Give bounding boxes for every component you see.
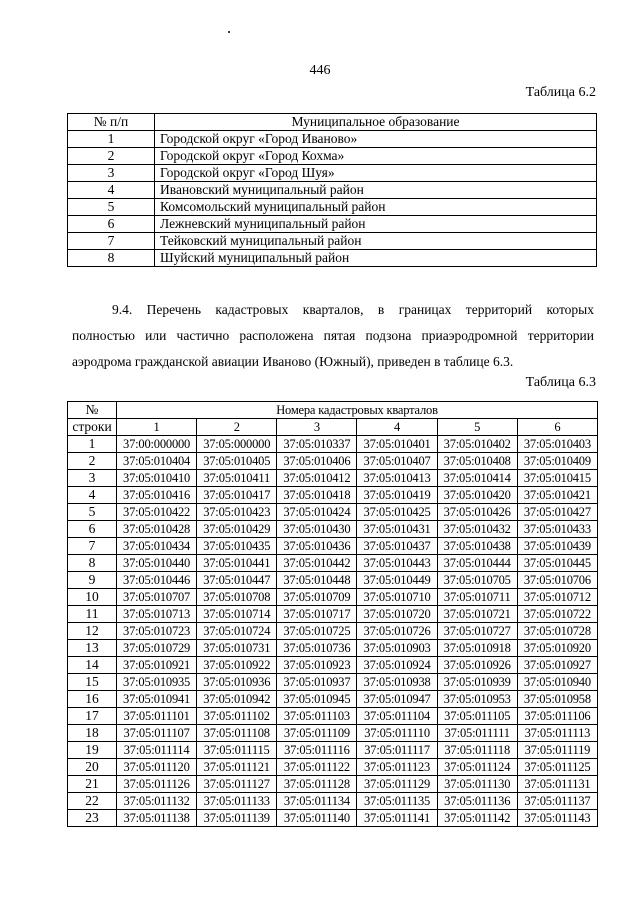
cadastral-number-cell: 37:05:010712 [517,589,597,606]
table-row [68,691,598,708]
row-number-cell: 7 [68,538,117,555]
cadastral-number-cell: 37:05:010417 [197,487,277,504]
row-number-cell: 6 [68,216,155,233]
municipality-cell: Ивановский муниципальный район [155,182,597,199]
cadastral-number-cell: 37:05:010429 [197,521,277,538]
table-row [68,674,598,691]
row-number-cell: 19 [68,742,117,759]
cadastral-number-cell: 37:05:010423 [197,504,277,521]
table-header-row [68,114,597,131]
cadastral-number-cell: 37:05:010426 [437,504,517,521]
row-number-cell: 2 [68,148,155,165]
cadastral-number-cell: 37:05:010939 [437,674,517,691]
cadastral-number-cell: 37:05:011140 [277,810,357,827]
cadastral-number-cell: 37:05:010940 [517,674,597,691]
cadastral-number-cell: 37:05:011108 [197,725,277,742]
table-row [68,165,597,182]
cadastral-number-cell: 37:05:010432 [437,521,517,538]
cadastral-number-cell: 37:05:011128 [277,776,357,793]
cadastral-number-cell: 37:05:010729 [117,640,197,657]
cadastral-number-cell: 37:05:010447 [197,572,277,589]
row-number-cell: 22 [68,793,117,810]
cadastral-number-cell: 37:05:010705 [437,572,517,589]
cadastral-number-cell: 37:05:010706 [517,572,597,589]
cadastral-number-cell: 37:05:010420 [437,487,517,504]
table-row [68,470,598,487]
cadastral-number-cell: 37:05:010922 [197,657,277,674]
row-number-cell: 9 [68,572,117,589]
table-row [68,131,597,148]
cadastral-number-cell: 37:05:011138 [117,810,197,827]
cadastral-number-cell: 37:05:010405 [197,453,277,470]
cadastral-number-cell: 37:05:011111 [437,725,517,742]
cadastral-number-cell: 37:05:010410 [117,470,197,487]
table-row [68,538,598,555]
row-number-cell: 3 [68,165,155,182]
cadastral-number-cell: 37:05:010725 [277,623,357,640]
table-row [68,199,597,216]
row-number-cell: 5 [68,199,155,216]
cadastral-number-cell: 37:05:010409 [517,453,597,470]
column-number-header: 2 [197,419,277,436]
cadastral-number-cell: 37:05:010422 [117,504,197,521]
cadastral-number-cell: 37:05:010401 [357,436,437,453]
row-number-cell: 8 [68,555,117,572]
cadastral-number-cell: 37:05:011103 [277,708,357,725]
cadastral-number-cell: 37:05:000000 [197,436,277,453]
table-row [68,759,598,776]
cadastral-number-cell: 37:05:010404 [117,453,197,470]
column-number-header: 4 [357,419,437,436]
cadastral-number-cell: 37:05:010936 [197,674,277,691]
table-6-2-caption: Таблица 6.2 [525,85,596,100]
cadastral-number-cell: 37:05:010942 [197,691,277,708]
cadastral-number-cell: 37:05:010411 [197,470,277,487]
table-row [68,250,597,267]
cadastral-number-cell: 37:05:011117 [357,742,437,759]
table-row [68,640,598,657]
cadastral-number-cell: 37:05:011105 [437,708,517,725]
table-row [68,725,598,742]
cadastral-number-cell: 37:05:011130 [437,776,517,793]
row-number-cell: 7 [68,233,155,250]
column-header-municipality: Муниципальное образование [155,114,597,131]
cadastral-number-cell: 37:05:010434 [117,538,197,555]
column-number-header: 5 [437,419,517,436]
cadastral-number-cell: 37:05:010433 [517,521,597,538]
row-number-cell: 10 [68,589,117,606]
cadastral-number-cell: 37:05:011133 [197,793,277,810]
cadastral-number-cell: 37:05:010419 [357,487,437,504]
cadastral-number-cell: 37:05:011113 [517,725,597,742]
table-row [68,453,598,470]
cadastral-number-cell: 37:05:010707 [117,589,197,606]
cadastral-number-cell: 37:05:010437 [357,538,437,555]
cadastral-number-cell: 37:05:010708 [197,589,277,606]
cadastral-number-cell: 37:05:010412 [277,470,357,487]
table-row [68,216,597,233]
cadastral-number-cell: 37:05:010924 [357,657,437,674]
municipality-cell: Шуйский муниципальный район [155,250,597,267]
cadastral-number-cell: 37:05:010436 [277,538,357,555]
cadastral-number-cell: 37:05:010402 [437,436,517,453]
cadastral-number-cell: 37:05:010440 [117,555,197,572]
cadastral-number-cell: 37:05:011119 [517,742,597,759]
table-row [68,589,598,606]
municipality-cell: Городской округ «Город Кохма» [155,148,597,165]
table-row [68,148,597,165]
municipality-cell: Комсомольский муниципальный район [155,199,597,216]
cadastral-number-cell: 37:05:011110 [357,725,437,742]
cadastral-number-cell: 37:05:010713 [117,606,197,623]
cadastral-number-cell: 37:05:011123 [357,759,437,776]
cadastral-number-cell: 37:05:010724 [197,623,277,640]
row-number-cell: 11 [68,606,117,623]
cadastral-number-cell: 37:05:010926 [437,657,517,674]
table-row [68,182,597,199]
cadastral-number-cell: 37:05:011118 [437,742,517,759]
cadastral-number-cell: 37:05:010427 [517,504,597,521]
cadastral-number-cell: 37:05:011124 [437,759,517,776]
cadastral-number-cell: 37:05:010721 [437,606,517,623]
cadastral-number-cell: 37:05:011122 [277,759,357,776]
cadastral-number-cell: 37:05:011126 [117,776,197,793]
row-number-cell: 17 [68,708,117,725]
column-number-header: 6 [517,419,597,436]
cadastral-number-cell: 37:05:011115 [197,742,277,759]
row-number-cell: 21 [68,776,117,793]
cadastral-number-cell: 37:05:010921 [117,657,197,674]
table-header-row [68,402,598,419]
cadastral-number-cell: 37:05:010337 [277,436,357,453]
row-number-cell: 15 [68,674,117,691]
cadastral-number-cell: 37:05:010945 [277,691,357,708]
group-header: Номера кадастровых кварталов [117,402,598,419]
cadastral-number-cell: 37:05:010938 [357,674,437,691]
cadastral-number-cell: 37:05:011121 [197,759,277,776]
cadastral-number-cell: 37:05:011106 [517,708,597,725]
cadastral-number-cell: 37:05:011136 [437,793,517,810]
cadastral-number-cell: 37:05:010430 [277,521,357,538]
row-number-cell: 5 [68,504,117,521]
cadastral-number-cell: 37:05:010415 [517,470,597,487]
table-row [68,555,598,572]
cadastral-number-cell: 37:05:010431 [357,521,437,538]
cadastral-number-cell: 37:05:010731 [197,640,277,657]
table-row [68,504,598,521]
cadastral-number-cell: 37:05:010421 [517,487,597,504]
row-number-cell: 2 [68,453,117,470]
row-number-cell: 4 [68,182,155,199]
cadastral-number-cell: 37:05:010728 [517,623,597,640]
cadastral-number-cell: 37:05:010438 [437,538,517,555]
table-row [68,657,598,674]
cadastral-number-cell: 37:05:010439 [517,538,597,555]
cadastral-number-cell: 37:05:011143 [517,810,597,827]
cadastral-number-cell: 37:05:010710 [357,589,437,606]
cadastral-number-cell: 37:05:010449 [357,572,437,589]
cadastral-number-cell: 37:05:011131 [517,776,597,793]
column-numbers-row [68,419,598,436]
cadastral-number-cell: 37:05:010441 [197,555,277,572]
cadastral-number-cell: 37:05:010413 [357,470,437,487]
cadastral-number-cell: 37:05:010717 [277,606,357,623]
column-header-number: № п/п [68,114,155,131]
cadastral-number-cell: 37:05:011132 [117,793,197,810]
table-row [68,742,598,759]
paragraph-line: 9.4. Перечень кадастровых кварталов, в границах территорий которых [112,302,594,317]
row-number-cell: 14 [68,657,117,674]
cadastral-number-cell: 37:05:010406 [277,453,357,470]
cadastral-number-cell: 37:05:010935 [117,674,197,691]
cadastral-number-cell: 37:05:010443 [357,555,437,572]
row-number-cell: 13 [68,640,117,657]
row-number-cell: 8 [68,250,155,267]
cadastral-number-cell: 37:05:011135 [357,793,437,810]
cadastral-number-cell: 37:05:010927 [517,657,597,674]
cadastral-number-cell: 37:05:011107 [117,725,197,742]
cadastral-number-cell: 37:05:010920 [517,640,597,657]
municipality-cell: Городской округ «Город Шуя» [155,165,597,182]
cadastral-number-cell: 37:05:010923 [277,657,357,674]
cadastral-number-cell: 37:05:011116 [277,742,357,759]
cadastral-number-cell: 37:05:011101 [117,708,197,725]
table-row [68,708,598,725]
row-number-cell: 3 [68,470,117,487]
cadastral-number-cell: 37:05:010736 [277,640,357,657]
row-number-header-top: № [68,402,117,419]
table-row [68,793,598,810]
column-number-header: 3 [277,419,357,436]
paragraph-line: аэродрома гражданской авиации Иваново (Южный), приведен в таблице 6.3. [72,354,514,369]
row-number-cell: 16 [68,691,117,708]
cadastral-number-cell: 37:05:011104 [357,708,437,725]
cadastral-number-cell: 37:05:010726 [357,623,437,640]
cadastral-number-cell: 37:05:010425 [357,504,437,521]
cadastral-number-cell: 37:05:011129 [357,776,437,793]
municipality-cell: Лежневский муниципальный район [155,216,597,233]
cadastral-number-cell: 37:05:011114 [117,742,197,759]
cadastral-number-cell: 37:05:010727 [437,623,517,640]
cadastral-number-cell: 37:05:011141 [357,810,437,827]
cadastral-number-cell: 37:05:010408 [437,453,517,470]
scan-speck [228,31,230,33]
cadastral-number-cell: 37:05:010416 [117,487,197,504]
cadastral-number-cell: 37:05:011120 [117,759,197,776]
cadastral-number-cell: 37:05:010918 [437,640,517,657]
cadastral-number-cell: 37:05:011125 [517,759,597,776]
cadastral-number-cell: 37:05:010937 [277,674,357,691]
column-number-header: 1 [117,419,197,436]
municipality-cell: Тейковский муниципальный район [155,233,597,250]
table-row [68,487,598,504]
table-row [68,233,597,250]
cadastral-number-cell: 37:05:010941 [117,691,197,708]
cadastral-number-cell: 37:05:010722 [517,606,597,623]
cadastral-number-cell: 37:05:010953 [437,691,517,708]
cadastral-number-cell: 37:05:010720 [357,606,437,623]
cadastral-number-cell: 37:05:010418 [277,487,357,504]
row-number-cell: 23 [68,810,117,827]
page-number: 446 [309,63,331,78]
row-number-header-bottom: строки [68,419,117,436]
table-row [68,623,598,640]
cadastral-number-cell: 37:05:010428 [117,521,197,538]
cadastral-quarters-table [67,401,598,827]
cadastral-number-cell: 37:05:010448 [277,572,357,589]
cadastral-number-cell: 37:05:011109 [277,725,357,742]
paragraph-9-4 [72,297,594,375]
table-row [68,810,598,827]
cadastral-number-cell: 37:05:010442 [277,555,357,572]
municipality-cell: Городской округ «Город Иваново» [155,131,597,148]
row-number-cell: 1 [68,436,117,453]
cadastral-number-cell: 37:00:000000 [117,436,197,453]
table-row [68,436,598,453]
row-number-cell: 18 [68,725,117,742]
cadastral-number-cell: 37:05:010714 [197,606,277,623]
row-number-cell: 12 [68,623,117,640]
cadastral-number-cell: 37:05:010958 [517,691,597,708]
cadastral-number-cell: 37:05:010407 [357,453,437,470]
cadastral-number-cell: 37:05:011137 [517,793,597,810]
row-number-cell: 4 [68,487,117,504]
row-number-cell: 6 [68,521,117,538]
cadastral-number-cell: 37:05:011142 [437,810,517,827]
table-row [68,606,598,623]
cadastral-number-cell: 37:05:010445 [517,555,597,572]
cadastral-number-cell: 37:05:010444 [437,555,517,572]
cadastral-number-cell: 37:05:010947 [357,691,437,708]
table-row [68,572,598,589]
paragraph-line: полностью или частично расположена пятая подзона приаэродромной территории [72,328,594,343]
cadastral-number-cell: 37:05:010903 [357,640,437,657]
cadastral-number-cell: 37:05:010435 [197,538,277,555]
cadastral-number-cell: 37:05:010711 [437,589,517,606]
cadastral-number-cell: 37:05:010424 [277,504,357,521]
cadastral-number-cell: 37:05:010723 [117,623,197,640]
table-row [68,776,598,793]
row-number-cell: 1 [68,131,155,148]
cadastral-number-cell: 37:05:010403 [517,436,597,453]
cadastral-number-cell: 37:05:011102 [197,708,277,725]
cadastral-number-cell: 37:05:010446 [117,572,197,589]
cadastral-number-cell: 37:05:010414 [437,470,517,487]
cadastral-number-cell: 37:05:011127 [197,776,277,793]
row-number-cell: 20 [68,759,117,776]
cadastral-number-cell: 37:05:011139 [197,810,277,827]
cadastral-number-cell: 37:05:010709 [277,589,357,606]
table-6-3-caption: Таблица 6.3 [525,375,596,390]
table-row [68,521,598,538]
municipalities-table [67,113,597,267]
cadastral-number-cell: 37:05:011134 [277,793,357,810]
